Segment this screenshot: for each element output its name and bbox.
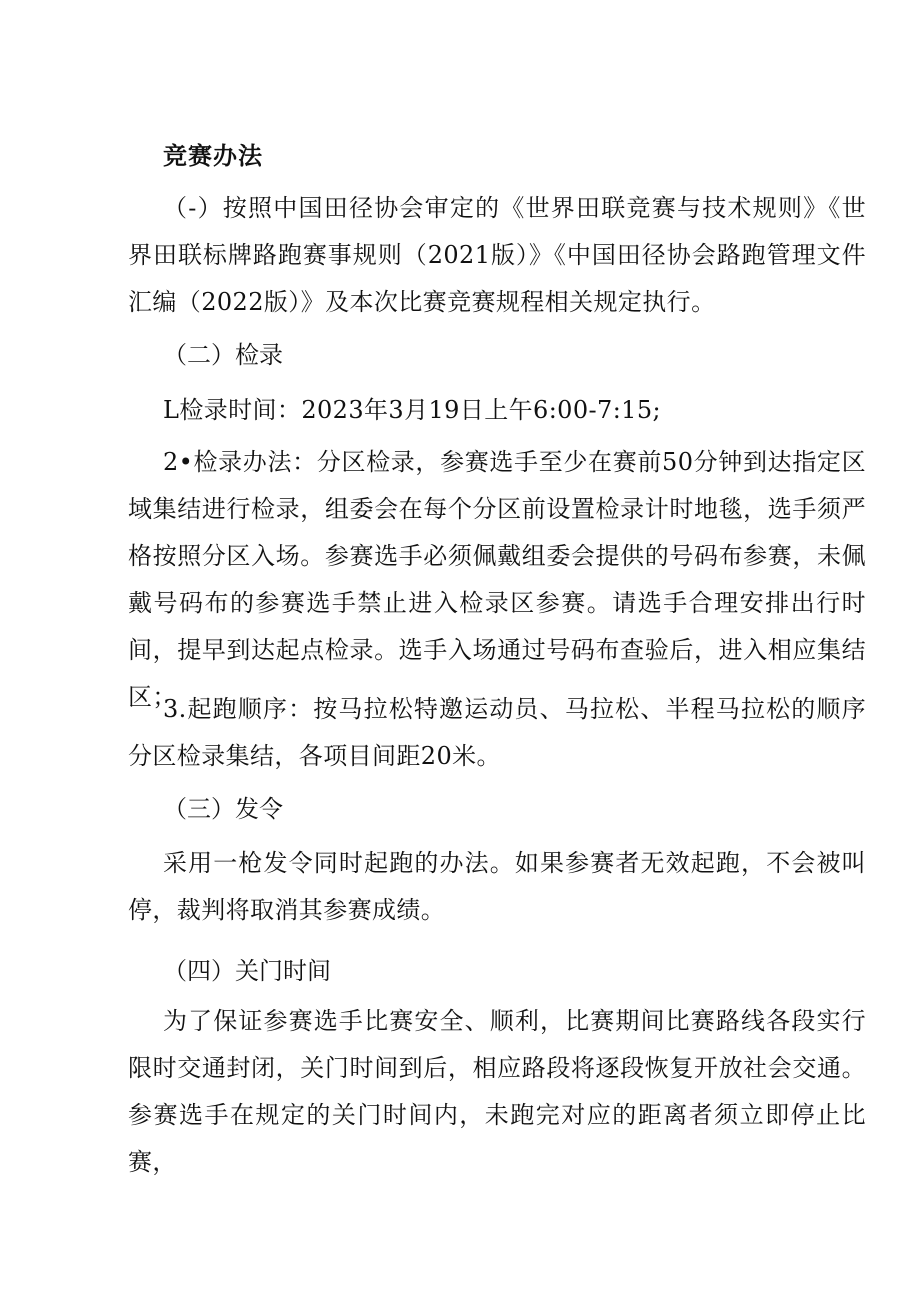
subheading-start-signal: （三）发令 (163, 795, 283, 823)
subheading-checkin: （二）检录 (163, 341, 283, 369)
section-title: 竞赛办法 (163, 141, 263, 170)
subheading-cutoff-time: （四）关门时间 (163, 957, 331, 985)
paragraph-checkin-time: L检录时间：2023年3月19日上午6:00-7:15; (163, 396, 662, 424)
paragraph-start-order: 3.起跑顺序：按马拉松特邀运动员、马拉松、半程马拉松的顺序分区检录集结，各项目间距20米。 (128, 695, 866, 770)
paragraph-cutoff-time: 为了保证参赛选手比赛安全、顺利，比赛期间比赛路线各段实行限时交通封闭，关门时间到后，相应路段将逐段恢复开放社会交通。参赛选手在规定的关门时间内，未跑完对应的距离者须立即停止比赛， (128, 1007, 866, 1176)
paragraph-rules: （-）按照中国田径协会审定的《世界田联竞赛与技术规则》《世界田联标牌路跑赛事规则（2021版）》《中国田径协会路跑管理文件汇编（2022版）》及本次比赛竞赛规程相关规定执行。 (128, 194, 866, 316)
paragraph-start-signal: 采用一枪发令同时起跑的办法。如果参赛者无效起跑，不会被叫停，裁判将取消其参赛成绩。 (128, 849, 866, 924)
paragraph-checkin-method: 2•检录办法：分区检录，参赛选手至少在赛前50分钟到达指定区域集结进行检录，组委会在每个分区前设置检录计时地毯，选手须严格按照分区入场。参赛选手必须佩戴组委会提供的号码布参赛，未佩戴号码布的参赛选手禁止进入检录区参赛。请选手合理安排出行时间，提早到达起点检录。选手入场通过号码布查验后，进入相应集结区； (128, 448, 866, 711)
